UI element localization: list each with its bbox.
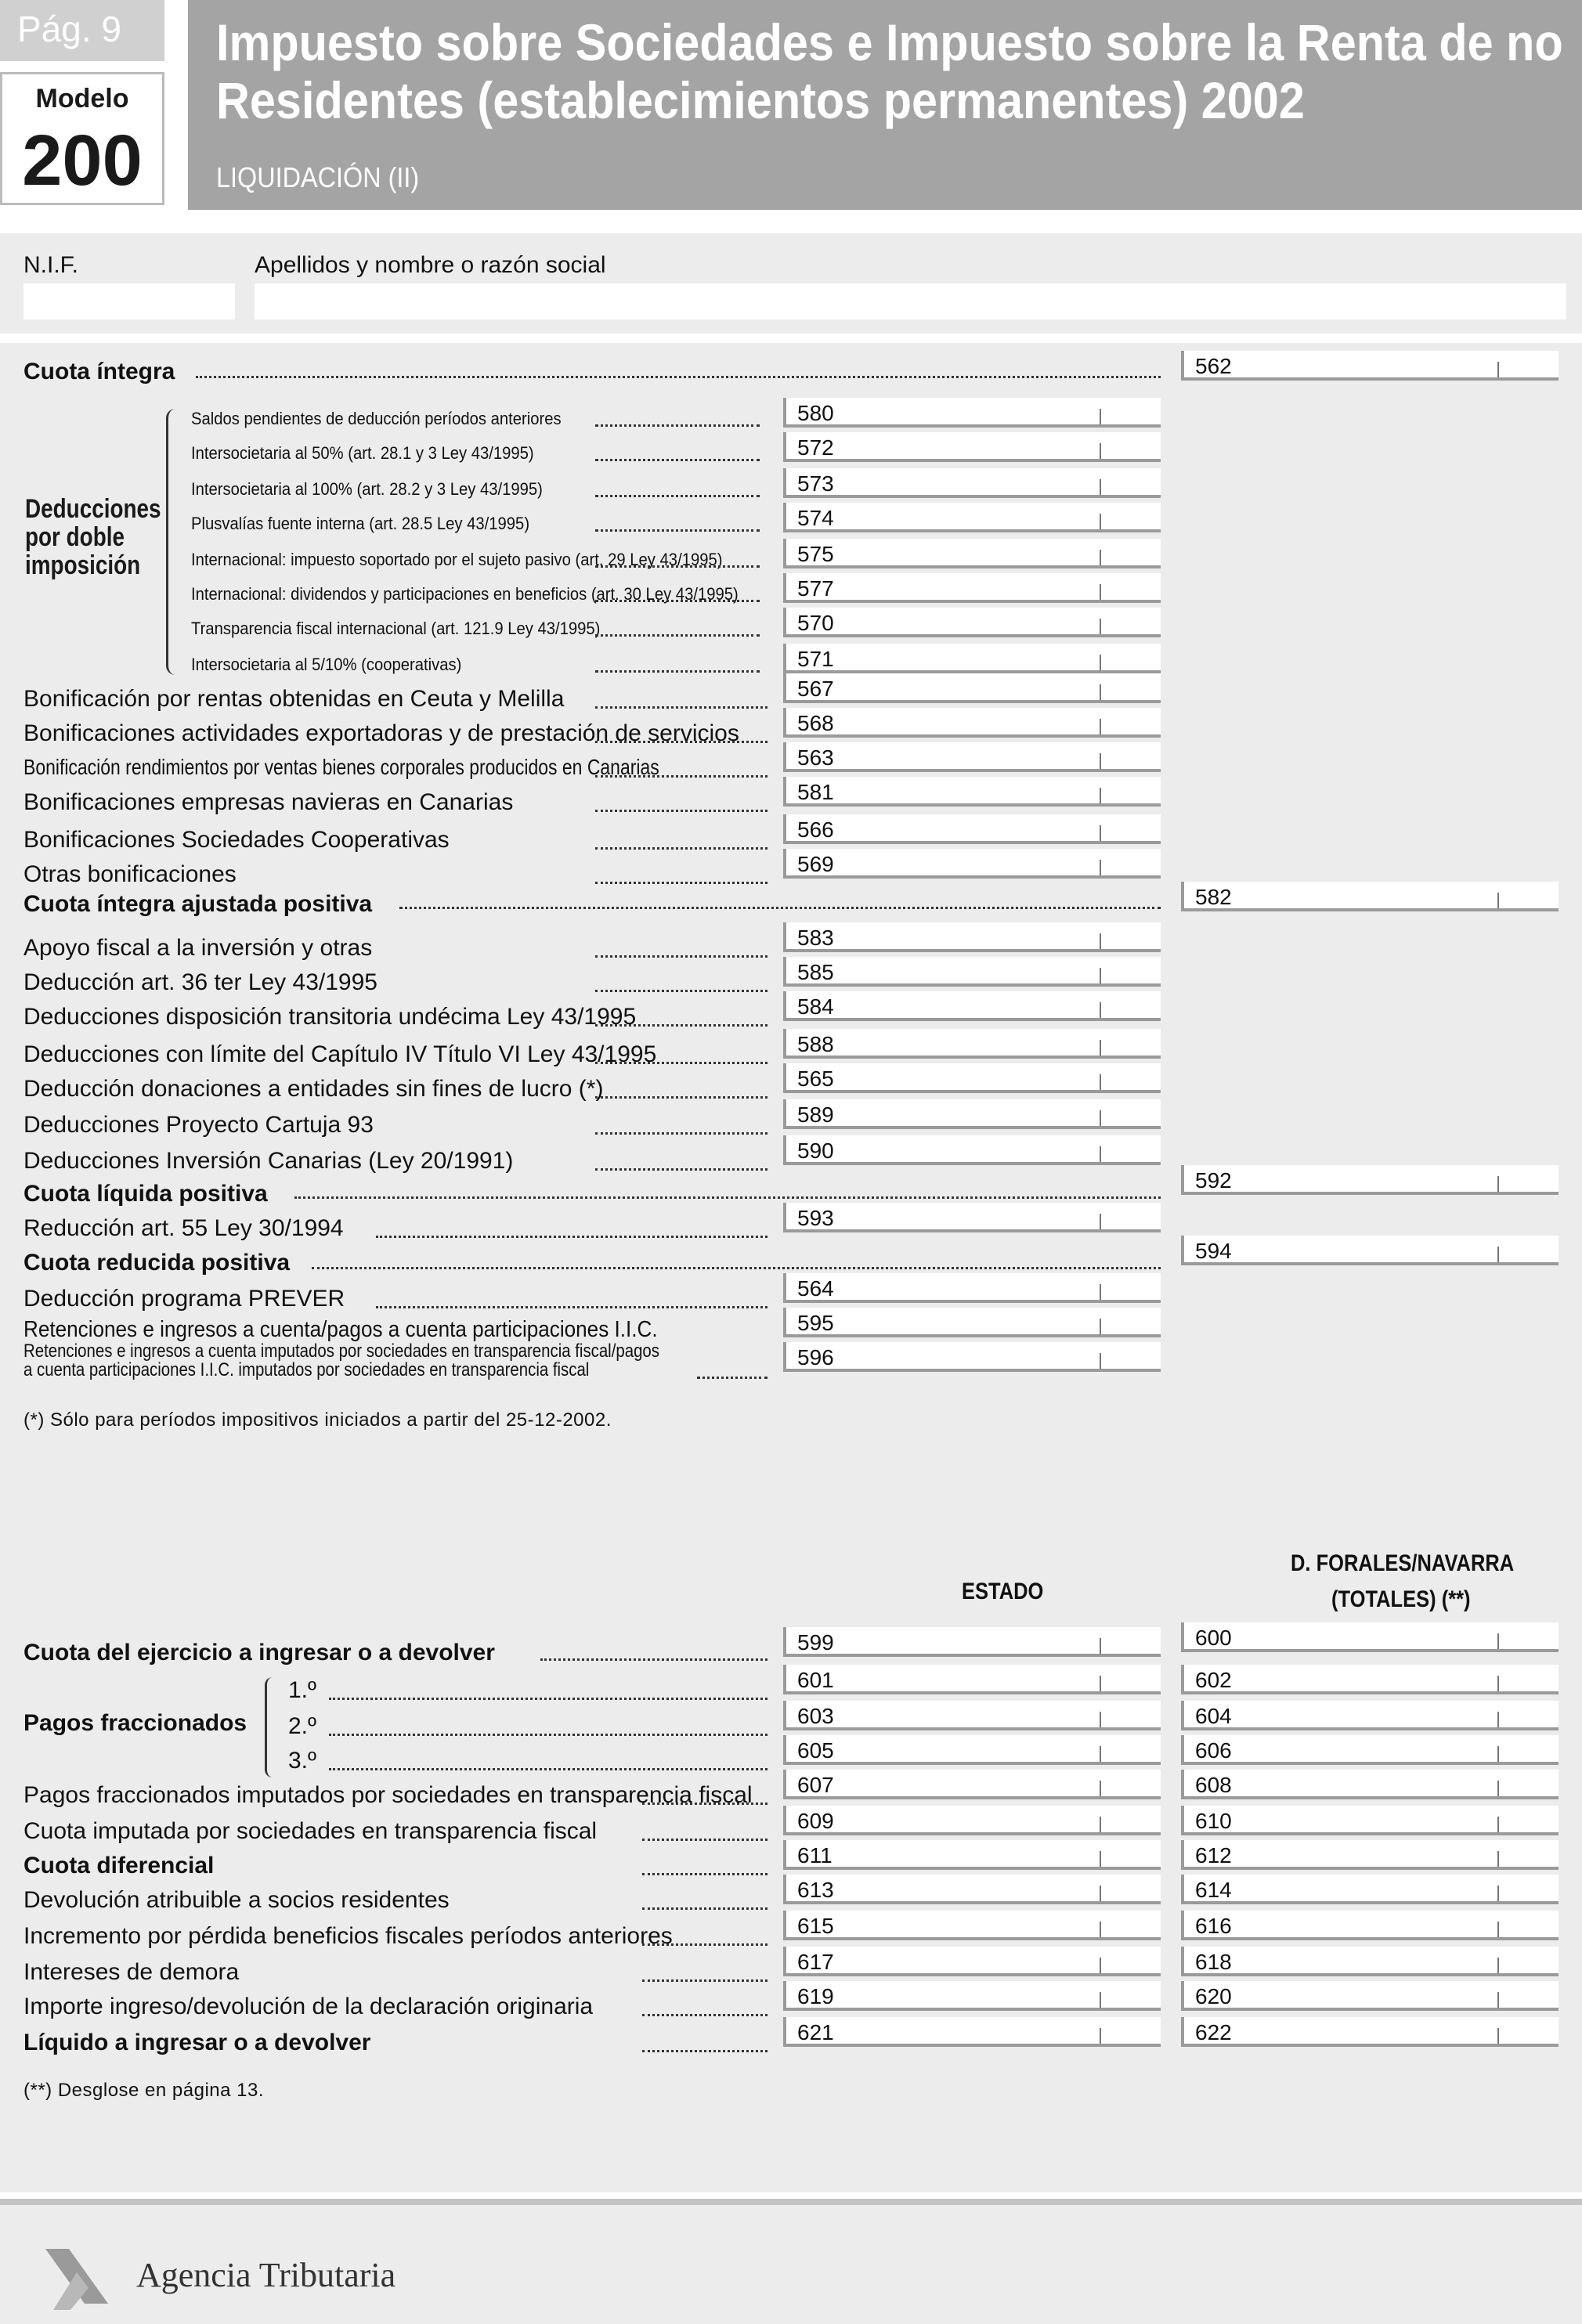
brace-icon <box>166 409 180 675</box>
box-code: 602 <box>1195 1668 1232 1692</box>
pago-label: 3.º <box>288 1748 316 1774</box>
deducciones-group-line: por doble <box>25 522 125 552</box>
retenciones-imput-line1: Retenciones e ingresos a cuenta imputados por sociedades en transparencia fiscal/pagos <box>23 1341 659 1362</box>
total-estado-field-609[interactable] <box>783 1806 1161 1835</box>
box-separator <box>1497 1817 1499 1832</box>
box-code: 566 <box>797 817 834 842</box>
deduccion-label: Plusvalías fuente interna (art. 28.5 Ley 43/1995) <box>191 514 530 533</box>
box-separator <box>1497 1958 1499 1973</box>
box-code: 599 <box>797 1630 834 1655</box>
page-number: Pág. 9 <box>17 9 121 49</box>
box-separator <box>1100 1676 1101 1691</box>
leader-dots <box>595 600 760 602</box>
box-separator <box>1100 719 1101 734</box>
leader-dots <box>312 1267 1161 1269</box>
bonificacion-field-569[interactable] <box>783 849 1161 879</box>
box-separator <box>1497 893 1499 908</box>
name-field[interactable] <box>255 283 1566 319</box>
box-code: 596 <box>797 1345 834 1370</box>
modelo-box <box>0 72 164 205</box>
prever-label: Deducción programa PREVER <box>23 1286 345 1312</box>
leader-dots <box>329 1698 768 1700</box>
leader-dots <box>697 1377 768 1379</box>
leader-dots <box>642 1907 768 1910</box>
pagos-fraccionados-label: Pagos fraccionados <box>23 1710 247 1736</box>
leader-dots <box>540 1658 768 1661</box>
box-separator <box>1100 1074 1101 1090</box>
box-separator <box>1100 968 1101 983</box>
box-code: 572 <box>797 435 834 460</box>
leader-dots <box>642 1803 768 1805</box>
footer-rule <box>0 2199 1582 2205</box>
leader-dots <box>642 1943 768 1946</box>
pago-forales-field-604[interactable] <box>1181 1701 1559 1730</box>
reduccion-label: Reducción art. 55 Ley 30/1994 <box>23 1215 344 1241</box>
cuota-ajustada-label: Cuota íntegra ajustada positiva <box>23 891 373 917</box>
deduccion2-label: Deducciones Proyecto Cartuja 93 <box>23 1112 374 1138</box>
total-estado-field-613[interactable] <box>783 1875 1161 1904</box>
box-separator <box>1100 1214 1101 1229</box>
box-separator <box>1100 2028 1101 2044</box>
box-separator <box>1497 362 1499 377</box>
nif-label: N.I.F. <box>23 252 79 278</box>
leader-dots <box>595 529 760 532</box>
form-title-line2: Residentes (establecimientos permanentes) 2002 <box>216 71 1305 129</box>
box-code: 601 <box>797 1668 834 1692</box>
box-separator <box>1497 1676 1499 1691</box>
leader-dots <box>642 2014 768 2016</box>
box-code: 581 <box>797 780 834 804</box>
box-separator <box>1100 753 1101 769</box>
retenciones-imput-line2: a cuenta participaciones I.I.C. imputados por sociedades en transparencia fiscal <box>23 1359 590 1380</box>
deduccion-label: Internacional: dividendos y participaciones en beneficios (art. 30 Ley 43/1995) <box>191 584 739 604</box>
leader-dots <box>595 1096 768 1099</box>
total-forales-field-614[interactable] <box>1181 1875 1559 1904</box>
box-separator <box>1100 479 1101 495</box>
box-separator <box>1497 1633 1499 1649</box>
deduccion2-field-588[interactable] <box>783 1029 1161 1059</box>
form-title-line1: Impuesto sobre Sociedades e Impuesto sobre la Renta de no <box>216 13 1563 71</box>
leader-dots <box>595 1132 768 1135</box>
column-forales-header: D. FORALES/NAVARRA <box>1291 1550 1515 1576</box>
total-row-label: Intereses de demora <box>23 1959 240 1985</box>
box-separator <box>1100 655 1101 670</box>
box-code: 604 <box>1195 1704 1232 1728</box>
total-forales-field-608[interactable] <box>1181 1770 1559 1799</box>
leader-dots <box>642 2050 768 2052</box>
box-separator <box>1497 1712 1499 1727</box>
note-double-asterisk: (**) Desglose en página 13. <box>23 2080 265 2101</box>
reduccion-field[interactable] <box>783 1203 1161 1232</box>
retenciones-imput-field[interactable] <box>783 1342 1161 1372</box>
deduccion2-field-585[interactable] <box>783 957 1161 987</box>
leader-dots <box>376 1236 768 1238</box>
deduccion2-label: Deducción art. 36 ter Ley 43/1995 <box>23 969 377 995</box>
box-code: 618 <box>1195 1950 1232 1974</box>
pago-label: 2.º <box>288 1713 316 1739</box>
box-code: 567 <box>797 677 834 701</box>
deduccion-label: Transparencia fiscal internacional (art. 121.9 Ley 43/1995) <box>191 619 601 638</box>
box-code: 616 <box>1195 1914 1232 1938</box>
total-row-label: Cuota diferencial <box>23 1853 215 1878</box>
leader-dots <box>595 424 760 427</box>
page-badge <box>0 0 164 61</box>
box-code: 577 <box>797 576 834 601</box>
deduccion-field-574[interactable] <box>783 503 1161 532</box>
total-row-label: Pagos fraccionados imputados por sociedades en transparencia fiscal <box>23 1782 753 1808</box>
box-code: 612 <box>1195 1843 1232 1868</box>
leader-dots <box>595 810 768 812</box>
prever-field[interactable] <box>783 1273 1161 1303</box>
leader-dots <box>595 459 760 461</box>
header-banner <box>188 0 1582 210</box>
box-separator <box>1100 684 1101 700</box>
box-code: 610 <box>1195 1809 1232 1833</box>
box-code: 603 <box>797 1704 834 1728</box>
nif-field[interactable] <box>23 283 235 319</box>
box-code: 600 <box>1195 1626 1232 1650</box>
leader-dots <box>294 1196 1161 1199</box>
box-separator <box>1100 1146 1101 1162</box>
deduccion-field-571[interactable] <box>783 644 1161 673</box>
box-code: 585 <box>797 960 834 984</box>
bonificacion-field-567[interactable] <box>783 673 1161 703</box>
bonificacion-label: Bonificación rendimientos por ventas bienes corporales producidos en Canarias <box>23 755 659 779</box>
footer-bar <box>0 2205 1582 2324</box>
leader-dots <box>376 1306 768 1308</box>
total-forales-field-616[interactable] <box>1181 1911 1559 1940</box>
box-separator <box>1100 1886 1101 1901</box>
box-code: 621 <box>797 2020 834 2044</box>
brace-icon <box>265 1677 276 1777</box>
name-label: Apellidos y nombre o razón social <box>255 252 606 278</box>
box-code: 606 <box>1195 1738 1232 1763</box>
cuota-reducida-label: Cuota reducida positiva <box>23 1250 291 1276</box>
deduccion2-field-583[interactable] <box>783 922 1161 952</box>
box-separator <box>1100 788 1101 803</box>
bonificacion-label: Bonificación por rentas obtenidas en Ceuta y Melilla <box>23 686 565 712</box>
box-separator <box>1100 514 1101 529</box>
box-separator <box>1100 1638 1101 1654</box>
leader-dots <box>595 882 768 884</box>
box-separator <box>1100 1284 1101 1300</box>
box-separator <box>1100 860 1101 875</box>
deduccion2-field-584[interactable] <box>783 991 1161 1021</box>
total-estado-field-611[interactable] <box>783 1840 1161 1870</box>
box-code: 615 <box>797 1914 834 1938</box>
box-separator <box>1100 1746 1101 1762</box>
box-code: 595 <box>797 1311 834 1335</box>
box-separator <box>1100 1851 1101 1867</box>
box-code: 562 <box>1195 354 1232 378</box>
box-separator <box>1497 1851 1499 1867</box>
note-asterisk: (*) Sólo para períodos impositivos iniciados a partir del 25-12-2002. <box>23 1409 612 1431</box>
cuota-ajustada-field[interactable] <box>1181 882 1559 911</box>
box-code: 617 <box>797 1950 834 1974</box>
box-separator <box>1100 1040 1101 1056</box>
deduccion-field-573[interactable] <box>783 468 1161 498</box>
box-separator <box>1100 1817 1101 1832</box>
bonificacion-label: Otras bonificaciones <box>23 861 237 887</box>
box-code: 592 <box>1195 1168 1232 1193</box>
bonificacion-field-581[interactable] <box>783 777 1161 807</box>
cuota-ejercicio-label: Cuota del ejercicio a ingresar o a devolver <box>23 1640 495 1665</box>
box-separator <box>1100 1992 1101 2008</box>
box-separator <box>1497 1922 1499 1937</box>
leader-dots <box>595 1024 768 1027</box>
total-row-label: Importe ingreso/devolución de la declaración originaria <box>23 1994 594 2019</box>
box-code: 565 <box>797 1066 834 1091</box>
box-separator <box>1100 409 1101 424</box>
box-separator <box>1100 1958 1101 1973</box>
box-code: 575 <box>797 542 834 566</box>
box-separator <box>1497 1992 1499 2008</box>
box-separator <box>1100 584 1101 600</box>
leader-dots <box>595 1062 768 1064</box>
box-separator <box>1100 933 1101 949</box>
box-code: 619 <box>797 1984 834 2008</box>
box-code: 607 <box>797 1773 834 1797</box>
box-code: 588 <box>797 1032 834 1056</box>
box-code: 620 <box>1195 1984 1232 2008</box>
retenciones-label: Retenciones e ingresos a cuenta/pagos a cuenta participaciones I.I.C. <box>23 1317 658 1342</box>
deduccion2-label: Deducciones disposición transitoria undécima Ley 43/1995 <box>23 1004 637 1030</box>
leader-dots <box>595 990 768 992</box>
box-separator <box>1100 1002 1101 1018</box>
deduccion-label: Intersocietaria al 50% (art. 28.1 y 3 Ley 43/1995) <box>191 443 534 463</box>
box-code: 611 <box>797 1843 833 1868</box>
cuota-integra-label: Cuota íntegra <box>23 359 175 384</box>
box-code: 584 <box>797 994 834 1019</box>
leader-dots <box>329 1768 768 1770</box>
deduccion-label: Intersocietaria al 100% (art. 28.2 y 3 Ley 43/1995) <box>191 479 543 499</box>
pago-forales-field-606[interactable] <box>1181 1735 1559 1765</box>
deduccion-field-580[interactable] <box>783 398 1161 428</box>
box-code: 589 <box>797 1102 834 1127</box>
total-estado-field-617[interactable] <box>783 1947 1161 1976</box>
total-row-label: Devolución atribuible a socios residentes <box>23 1887 450 1913</box>
box-code: 590 <box>797 1139 834 1163</box>
leader-dots <box>329 1734 768 1736</box>
pago-forales-field-602[interactable] <box>1181 1665 1559 1694</box>
box-separator <box>1100 619 1101 634</box>
box-code: 622 <box>1195 2020 1232 2044</box>
box-code: 570 <box>797 611 834 635</box>
identification-panel <box>0 233 1582 334</box>
leader-dots <box>595 495 760 497</box>
box-separator <box>1100 443 1101 459</box>
bonificacion-label: Bonificaciones empresas navieras en Canarias <box>23 789 514 815</box>
box-separator <box>1497 1746 1499 1762</box>
deduccion-label: Saldos pendientes de deducción períodos anteriores <box>191 409 562 428</box>
box-separator <box>1497 1247 1499 1262</box>
total-forales-field-612[interactable] <box>1181 1840 1559 1870</box>
leader-dots <box>642 1839 768 1841</box>
deduccion2-field-565[interactable] <box>783 1063 1161 1093</box>
leader-dots <box>642 1979 768 1982</box>
leader-dots <box>595 775 768 778</box>
box-code: 580 <box>797 401 834 425</box>
cuota-integra-field[interactable] <box>1181 351 1559 381</box>
box-code: 609 <box>797 1809 834 1833</box>
box-code: 571 <box>797 647 834 671</box>
cuota-liquida-label: Cuota líquida positiva <box>23 1181 268 1207</box>
box-code: 593 <box>797 1206 834 1230</box>
box-separator <box>1100 1922 1101 1937</box>
leader-dots <box>595 741 768 743</box>
box-code: 574 <box>797 506 834 530</box>
leader-dots <box>595 565 760 568</box>
pago-estado-field-601[interactable] <box>783 1665 1161 1694</box>
column-forales-subheader: (TOTALES) (**) <box>1331 1586 1471 1612</box>
pago-estado-field-603[interactable] <box>783 1701 1161 1730</box>
leader-dots <box>595 670 760 673</box>
total-estado-field-619[interactable] <box>783 1981 1161 2011</box>
box-separator <box>1100 1110 1101 1126</box>
cuota-reducida-field[interactable] <box>1181 1236 1559 1265</box>
deducciones-group-line: imposición <box>25 550 141 580</box>
leader-dots <box>642 1873 768 1875</box>
box-separator <box>1100 825 1101 841</box>
box-code: 568 <box>797 711 834 735</box>
box-code: 614 <box>1195 1878 1232 1902</box>
box-separator <box>1497 1176 1499 1192</box>
modelo-number: 200 <box>22 121 143 200</box>
box-code: 583 <box>797 926 834 950</box>
bonificacion-label: Bonificaciones Sociedades Cooperativas <box>23 827 450 853</box>
box-code: 564 <box>797 1276 834 1301</box>
total-forales-field-622[interactable] <box>1181 2017 1559 2047</box>
deduccion-field-572[interactable] <box>783 432 1161 462</box>
box-code: 569 <box>797 852 834 876</box>
box-separator <box>1100 550 1101 565</box>
box-code: 605 <box>797 1738 834 1763</box>
cuota-liquida-field[interactable] <box>1181 1165 1559 1195</box>
leader-dots <box>399 907 1161 909</box>
total-forales-field-610[interactable] <box>1181 1806 1559 1835</box>
leader-dots <box>595 634 760 637</box>
leader-dots <box>595 1168 768 1171</box>
box-code: 608 <box>1195 1773 1232 1797</box>
box-separator <box>1497 1781 1499 1796</box>
leader-dots <box>595 955 768 958</box>
box-code: 594 <box>1195 1239 1232 1263</box>
cuota-ejercicio-forales-field[interactable] <box>1181 1622 1559 1652</box>
total-estado-field-607[interactable] <box>783 1770 1161 1799</box>
total-row-label: Líquido a ingresar o a devolver <box>23 2030 371 2055</box>
bonificacion-field-563[interactable] <box>783 742 1161 772</box>
deduccion-label: Internacional: impuesto soportado por el sujeto pasivo (art. 29 Ley 43/1995) <box>191 550 723 569</box>
deduccion-field-570[interactable] <box>783 608 1161 637</box>
box-separator <box>1100 1781 1101 1796</box>
agency-name: Agencia Tributaria <box>136 2256 396 2294</box>
box-separator <box>1100 1353 1101 1369</box>
deduccion-label: Intersocietaria al 5/10% (cooperativas) <box>191 655 462 674</box>
deduccion2-label: Deducciones Inversión Canarias (Ley 20/1991) <box>23 1148 514 1174</box>
leader-dots <box>196 376 1161 378</box>
total-forales-field-620[interactable] <box>1181 1981 1559 2011</box>
bonificacion-label: Bonificaciones actividades exportadoras y de prestación de servicios <box>23 720 739 746</box>
box-separator <box>1497 1886 1499 1901</box>
deduccion-field-575[interactable] <box>783 539 1161 568</box>
deduccion2-label: Deducción donaciones a entidades sin fines de lucro (*) <box>23 1076 604 1102</box>
deduccion2-label: Apoyo fiscal a la inversión y otras <box>23 935 373 961</box>
cuota-ejercicio-estado-field[interactable] <box>783 1627 1161 1657</box>
deducciones-group-line: Deducciones <box>25 494 161 524</box>
box-separator <box>1100 1319 1101 1334</box>
leader-dots <box>595 706 768 709</box>
retenciones-field[interactable] <box>783 1308 1161 1337</box>
box-code: 613 <box>797 1878 834 1902</box>
modelo-label: Modelo <box>35 84 129 114</box>
pago-label: 1.º <box>288 1677 316 1703</box>
bonificacion-field-568[interactable] <box>783 708 1161 738</box>
box-code: 573 <box>797 471 834 496</box>
total-row-label: Incremento por pérdida beneficios fiscales períodos anteriores <box>23 1923 673 1949</box>
agency-logo-icon <box>45 2249 116 2315</box>
form-subtitle: LIQUIDACIÓN (II) <box>216 161 420 193</box>
box-separator <box>1497 2028 1499 2044</box>
deduccion2-field-589[interactable] <box>783 1099 1161 1129</box>
deduccion2-field-590[interactable] <box>783 1135 1161 1165</box>
box-code: 582 <box>1195 885 1232 909</box>
deduccion2-label: Deducciones con límite del Capítulo IV Título VI Ley 43/1995 <box>23 1041 657 1067</box>
bonificacion-field-566[interactable] <box>783 814 1161 844</box>
total-row-label: Cuota imputada por sociedades en transparencia fiscal <box>23 1818 598 1844</box>
total-estado-field-621[interactable] <box>783 2017 1161 2047</box>
box-separator <box>1100 1712 1101 1727</box>
box-code: 563 <box>797 745 834 770</box>
column-estado-header: ESTADO <box>962 1579 1044 1604</box>
leader-dots <box>595 847 768 850</box>
deduccion-field-577[interactable] <box>783 573 1161 603</box>
total-estado-field-615[interactable] <box>783 1911 1161 1940</box>
total-forales-field-618[interactable] <box>1181 1947 1559 1976</box>
pago-estado-field-605[interactable] <box>783 1735 1161 1765</box>
